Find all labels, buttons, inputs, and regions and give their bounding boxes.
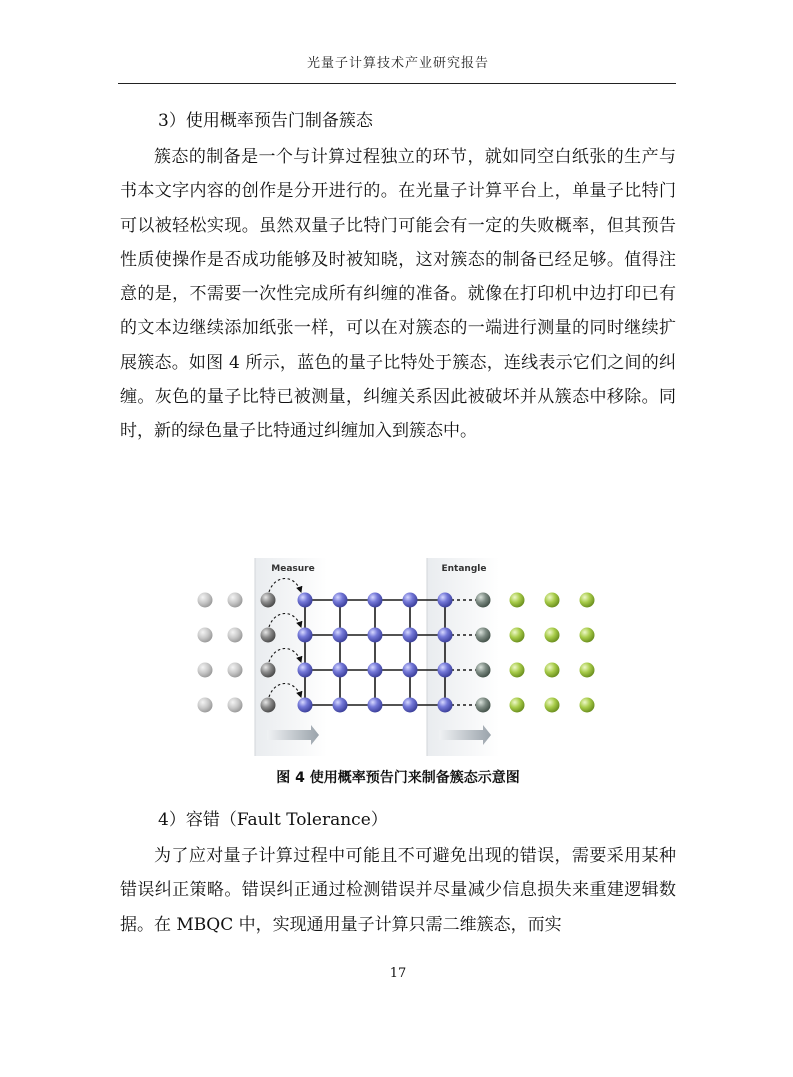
header-divider [118,83,676,84]
section-3-paragraph: 簇态的制备是一个与计算过程独立的环节，就如同空白纸张的生产与书本文字内容的创作是分开进行的。在光量子计算平台上，单量子比特门可以被轻松实现。虽然双量子比特门可能会有一定的失败概率，但其预告性质使操作是否成功能够及时被知晓，这对簇态的制备已经足够。值得注意的是，不需要一次性完成所有纠缠的准备。就像在打印机中边打印已有的文本边继续添加纸张一样，可以在对簇态的一端进行测量的同时继续扩展簇态。如图 4 所示，蓝色的量子比特处于簇态，连线表示它们之间的纠缠。灰色的量子比特已被测量，纠缠关系因此被破坏并从簇态中移除。同时，新的绿色量子比特通过纠缠加入到簇态中。 [120,147,676,442]
figure-caption: 图 4 使用概率预告门来制备簇态示意图 [276,770,520,786]
cluster-state-figure [195,552,603,758]
section-4-heading: 4）容错（Fault Tolerance） [158,810,388,830]
section-3-heading: 3）使用概率预告门制备簇态 [158,111,373,131]
running-header: 光量子计算技术产业研究报告 [306,56,489,71]
section-4-paragraph: 为了应对量子计算过程中可能且不可避免出现的错误，需要采用某种错误纠正策略。错误纠正通过检测错误并尽量减少信息损失来重建逻辑数据。在 MBQC 中，实现通用量子计算只需二维簇态，而实 [120,846,676,935]
entangle-label: Entangle [441,564,487,574]
measure-panel [255,558,327,756]
entangle-panel [427,558,499,756]
measure-label: Measure [271,564,315,574]
page-number: 17 [389,966,407,981]
